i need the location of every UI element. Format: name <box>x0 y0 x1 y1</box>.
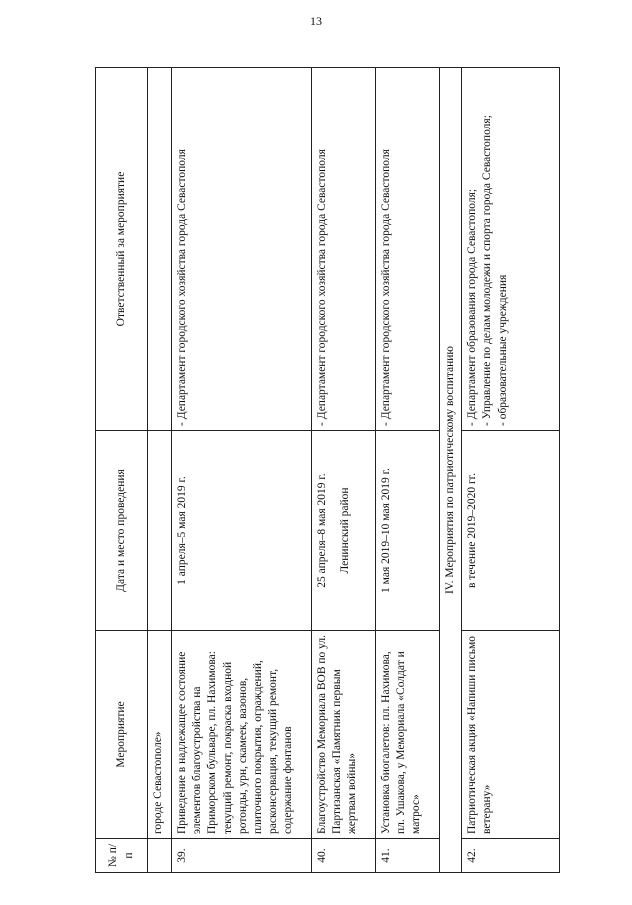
row-responsible: - Департамент городского хозяйства города Севастополя <box>172 68 312 431</box>
page-number: 13 <box>310 14 322 28</box>
events-table <box>95 67 560 873</box>
table-row <box>172 68 312 873</box>
section-row <box>440 68 462 873</box>
table-row <box>312 68 376 873</box>
row-activity: Патриотическая акция «Напиши письмо ветерану» <box>462 631 560 839</box>
header-num: № п/п <box>96 839 148 873</box>
row-activity: Благоустройство Мемориала ВОВ по ул. Партизанская «Памятник первым жертвам войны» <box>312 631 376 839</box>
table-row <box>376 68 440 873</box>
row-responsible: - Департамент образования города Севастополя; - Управление по делам молодежи и спорта города Севастополя; - образовательные учреждения <box>462 68 560 431</box>
row-activity: Приведение в надлежащее состояние элементов благоустройства на Приморском бульваре, пл. Нахимова: текущий ремонт, покраска входной ротонды, урн, скамеек, вазонов, плиточного покрытия, ограждений, расконсервация, текущий ремонт, содержание фонтанов <box>172 631 312 839</box>
row-activity: Установка биогалетов: пл. Нахимова, пл. Ушакова, у Мемориала «Солдат и матрос» <box>376 631 440 839</box>
table-row <box>462 68 560 873</box>
row-responsible: - Департамент городского хозяйства города Севастополя <box>312 68 376 431</box>
row-date: 25 апреля–8 мая 2019 г. Ленинский район <box>312 431 376 631</box>
table-header-row <box>96 68 148 873</box>
header-responsible: Ответственный за мероприятие <box>96 68 148 431</box>
header-activity: Мероприятие <box>96 631 148 839</box>
row-responsible: - Департамент городского хозяйства города Севастополя <box>376 68 440 431</box>
row-number: 42. <box>462 839 560 873</box>
row-date: 1 апреля–5 мая 2019 г. <box>172 431 312 631</box>
row-number: 39. <box>172 839 312 873</box>
continuation-text: городе Севастополе» <box>148 631 172 839</box>
rotated-table-container <box>95 68 560 873</box>
row-number: 40. <box>312 839 376 873</box>
header-date-place: Дата и место проведения <box>96 431 148 631</box>
row-date: 1 мая 2019–10 мая 2019 г. <box>376 431 440 631</box>
table-row <box>148 68 172 873</box>
row-date: в течение 2019–2020 гг. <box>462 431 560 631</box>
row-number: 41. <box>376 839 440 873</box>
row-place: Ленинский район <box>339 487 352 574</box>
section-title: IV. Мероприятия по патриотическому воспитанию <box>440 68 462 873</box>
